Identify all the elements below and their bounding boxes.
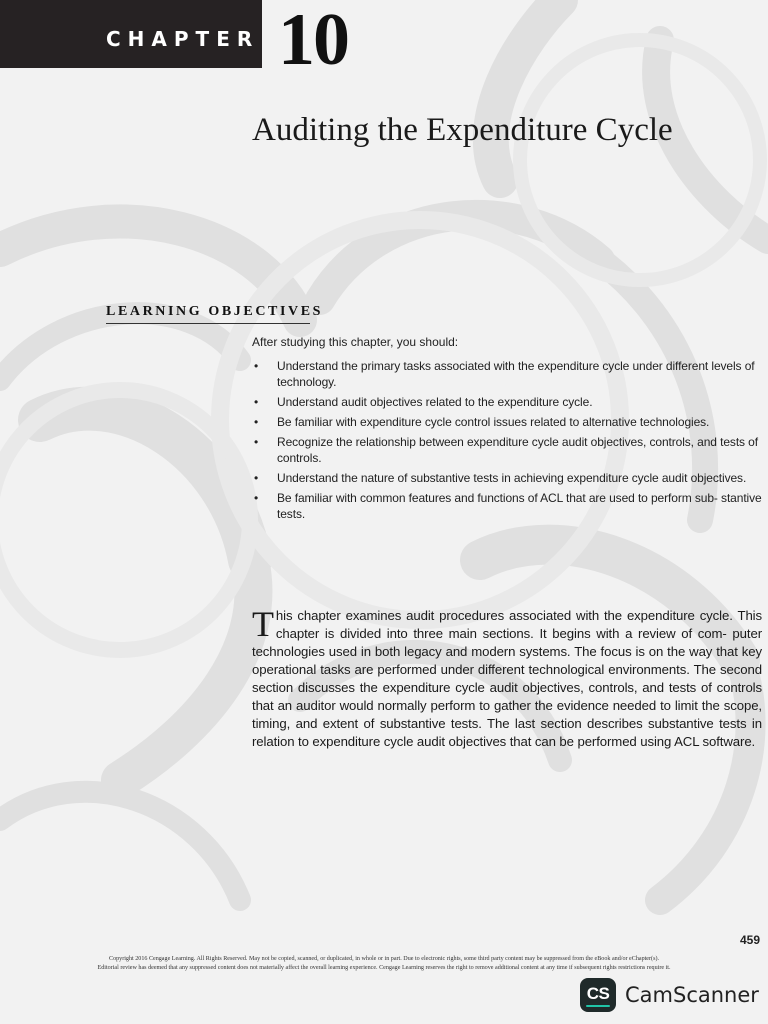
list-item [252,358,766,390]
bullet-icon: • [254,395,259,409]
paragraph-text: his chapter examines audit procedures associated with the expenditure cycle. This chapter is divided into three main sections. It begins with a review of com- puter technologies used in both legacy and modern systems. The focus is on the way that key operational tasks are performed under different technological environments. The second section discusses the expenditure cycle audit objectives, controls, and tests of controls that an auditor would normally perform to gather the evidence needed to limit the scope, timing, and extent of substantive tests. The last section describes substantive tests in relation to expenditure cycle audit objectives that can be performed using ACL software. [252,608,762,750]
objective-text: Be familiar with expenditure cycle control issues related to alternative technologies. [277,415,710,429]
camscanner-wordmark: CamScanner [625,983,759,1007]
chapter-number: 10 [278,0,348,81]
list-item [252,434,766,466]
copyright-notice [0,955,768,973]
bullet-icon: • [254,491,259,505]
bullet-icon: • [254,415,259,429]
camscanner-logo-icon [580,978,616,1012]
drop-cap: T [252,604,274,645]
bullet-icon: • [254,435,259,449]
copyright-line: Editorial review has deemed that any suppressed content does not materially affect the overall learning experience. Cengage Learning reserves the right to remove additional content at any time if subsequent rights restrictions require it. [97,965,671,971]
chapter-label: CHAPTER [106,27,260,51]
logo-letters: CS [586,983,610,1003]
objective-text: Understand audit objectives related to the expenditure cycle. [277,395,593,409]
heading-divider [106,323,310,324]
learning-objectives-list [252,358,766,526]
camscanner-watermark [580,978,759,1012]
logo-accent-bar [586,1005,610,1007]
chapter-title: Auditing the Expenditure Cycle [252,112,673,148]
page-number: 459 [739,933,760,947]
objective-text: Understand the nature of substantive tests in achieving expenditure cycle audit objectives. [277,471,747,485]
bullet-icon: • [254,471,259,485]
chapter-banner [0,0,262,68]
copyright-line: Copyright 2016 Cengage Learning. All Rights Reserved. May not be copied, scanned, or duplicated, in whole or in part. Due to electronic rights, some third party content may be suppressed from the eBook and/or eChapter(s). [109,956,659,962]
objective-text: Be familiar with common features and functions of ACL that are used to perform sub- stantive tests. [277,491,762,521]
list-item [252,414,766,430]
list-item [252,490,766,522]
chapter-intro-paragraph [252,604,762,751]
list-item [252,394,766,410]
bullet-icon: • [254,359,259,373]
list-item [252,470,766,486]
objective-text: Recognize the relationship between expenditure cycle audit objectives, controls, and tests of controls. [277,435,758,465]
learning-objectives-heading: LEARNING OBJECTIVES [106,304,324,319]
objective-text: Understand the primary tasks associated with the expenditure cycle under different levels of technology. [277,359,755,389]
learning-objectives-intro: After studying this chapter, you should: [252,335,459,349]
